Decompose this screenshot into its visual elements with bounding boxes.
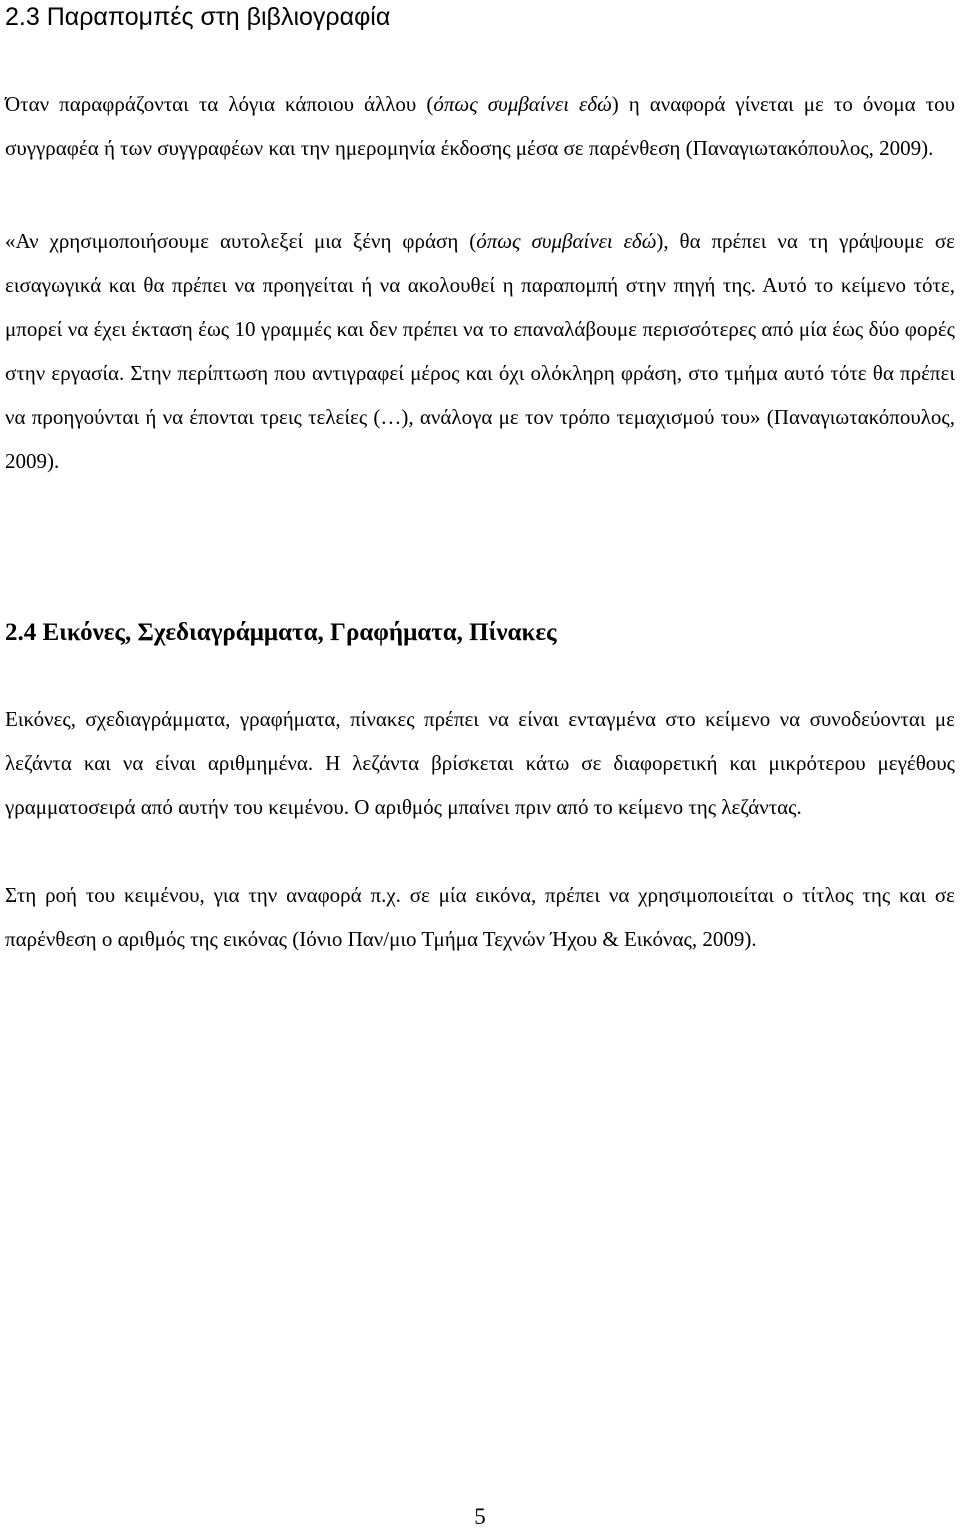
paragraph-quotation: [5, 219, 955, 483]
page-number: 5: [474, 1504, 486, 1529]
section-heading-2-3: 2.3 Παραπομπές στη βιβλιογραφία: [5, 3, 391, 31]
section-heading-2-4: 2.4 Εικόνες, Σχεδιαγράμματα, Γραφήματα, Πίνακες: [5, 619, 557, 646]
paragraph-figure-reference: Στη ροή του κειμένου, για την αναφορά π.χ. σε μία εικόνα, πρέπει να χρησιμοποιείται ο τίτλος της και σε παρένθεση ο αριθμός της εικόνας (Ιόνιο Παν/μιο Τμήμα Τεχνών Ήχου & Εικόνας, 2009).: [5, 883, 955, 951]
italic-example: όπως συμβαίνει εδώ: [476, 229, 657, 253]
paragraph-figures: Εικόνες, σχεδιαγράμματα, γραφήματα, πίνακες πρέπει να είναι ενταγμένα στο κείμενο να συνοδεύονται με λεζάντα και να είναι αριθμημένα. Η λεζάντα βρίσκεται κάτω σε διαφορετική και μικρότερου μεγέθους γραμματοσειρά από αυτήν του κειμένου. Ο αριθμός μπαίνει πριν από το κείμενο της λεζάντας.: [5, 707, 955, 819]
italic-example: όπως συμβαίνει εδώ: [433, 92, 612, 116]
paragraph-text: Όταν παραφράζονται τα λόγια κάποιου άλλου (: [5, 92, 434, 116]
paragraph-text: ) η αναφορά γίνεται με το όνομα του συγγραφέα ή των συγγραφέων και την ημερομηνία έκδοσης μέσα σε παρένθεση (Παναγιωτακόπουλος, 2009).: [5, 92, 955, 160]
document-page: [5, 0, 955, 1537]
paragraph-paraphrase: [5, 82, 955, 170]
paragraph-text: «Αν χρησιμοποιήσουμε αυτολεξεί μια ξένη φράση (: [5, 229, 477, 253]
paragraph-text: ), θα πρέπει να τη γράψουμε σε εισαγωγικά και θα πρέπει να προηγείται ή να ακολουθεί η παραπομπή στην πηγή της. Αυτό το κείμενο τότε, μπορεί να έχει έκταση έως 10 γραμμές και δεν πρέπει να το επαναλάβουμε περισσότερες από μία έως δύο φορές στην εργασία. Στην περίπτωση που αντιγραφεί μέρος και όχι ολόκληρη φράση, στο τμήμα αυτό τότε θα πρέπει να προηγούνται ή να έπονται τρεις τελείες (…), ανάλογα με τον τρόπο τεμαχισμού του» (Παναγιωτακόπουλος, 2009).: [5, 229, 955, 473]
